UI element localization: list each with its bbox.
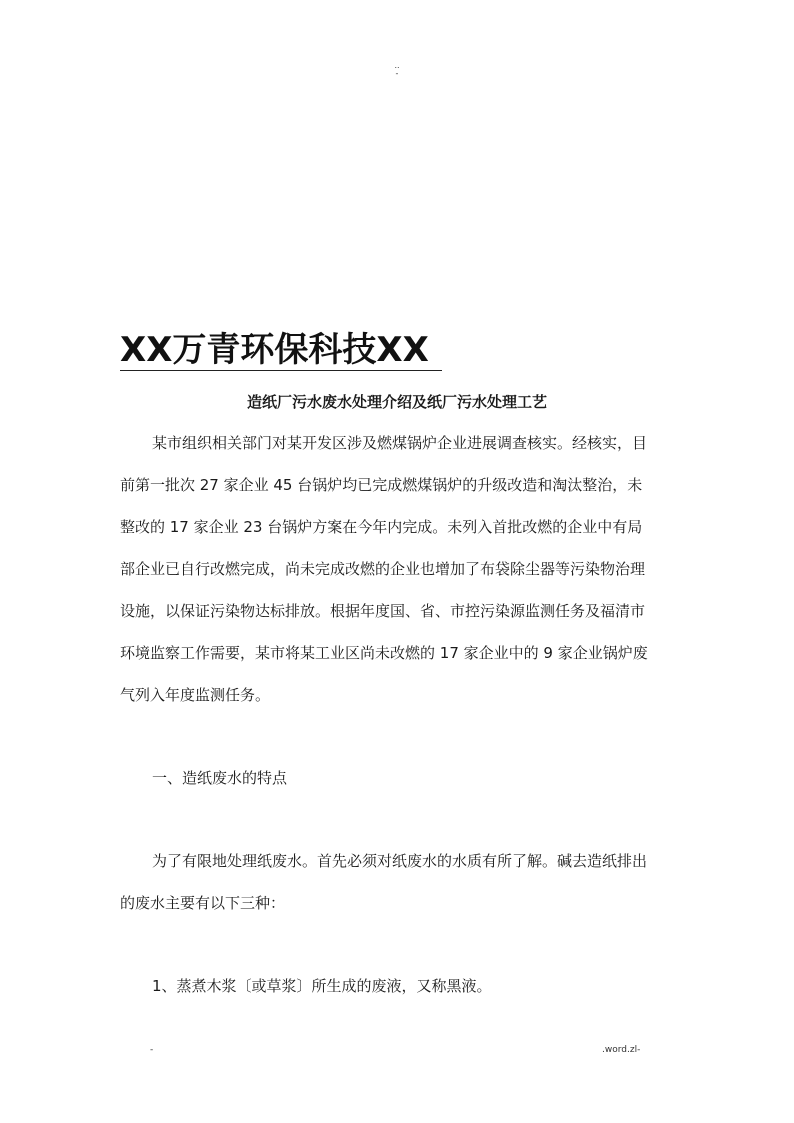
header-dots: .. [394, 61, 400, 70]
list-item: 1、蒸煮木浆〔或草浆〕所生成的废液，又称黑液。 [152, 977, 492, 995]
section-heading: 一、造纸废水的特点 [152, 769, 288, 787]
section-line: 为了有限地处理纸废水。首先必须对纸废水的水质有所了解。碱去造纸排出 [152, 852, 648, 870]
intro-line: 某市组织相关部门对某开发区涉及燃煤锅炉企业进展调查核实。经核实，目 [152, 434, 648, 452]
intro-line: 部企业已自行改燃完成，尚未完成改燃的企业也增加了布袋除尘器等污染物治理 [120, 560, 646, 578]
document-subtitle: 造纸厂污水废水处理介绍及纸厂污水处理工艺 [246, 393, 547, 411]
intro-line: 气列入年度监测任务。 [120, 686, 271, 704]
company-title: XX万青环保科技XX [120, 330, 429, 370]
section-line: 的废水主要有以下三种： [120, 894, 286, 912]
footer-right-mark: .word.zl- [602, 1045, 641, 1055]
intro-line: 前第一批次 27 家企业 45 台锅炉均已完成燃煤锅炉的升级改造和淘汰整治，未 [120, 476, 643, 494]
title-underline [120, 370, 442, 371]
page-header-mark [390, 62, 404, 78]
intro-line: 环境监察工作需要，某市将某工业区尚未改燃的 17 家企业中的 9 家企业锅炉废 [120, 644, 648, 662]
header-dash: - [395, 69, 399, 78]
footer-left-mark: - [150, 1045, 154, 1055]
intro-line: 整改的 17 家企业 23 台锅炉方案在今年内完成。未列入首批改燃的企业中有局 [120, 518, 643, 536]
intro-line: 设施，以保证污染物达标排放。根据年度国、省、市控污染源监测任务及福清市 [120, 602, 646, 620]
